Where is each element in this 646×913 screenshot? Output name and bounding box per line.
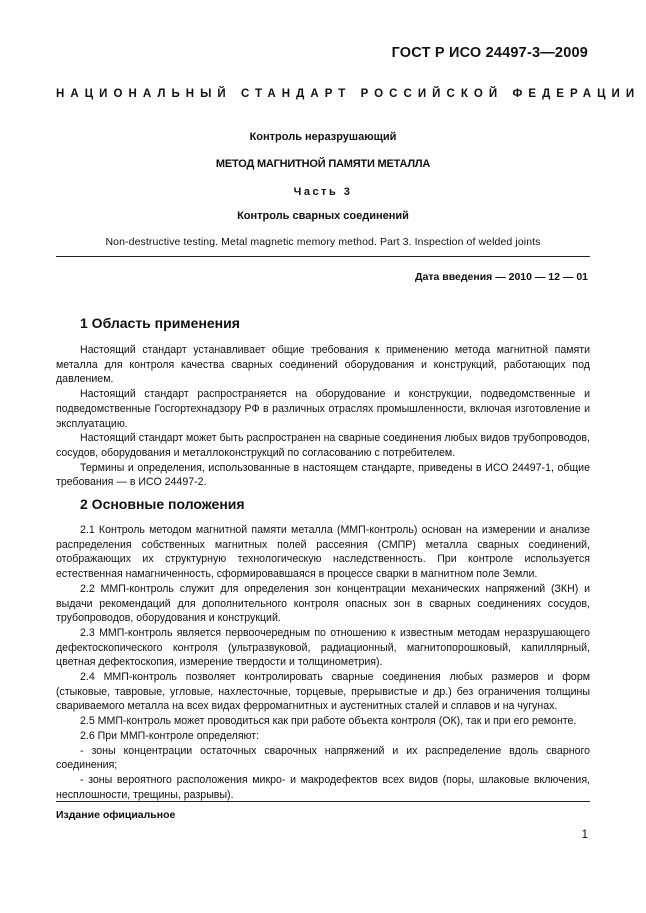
document-id: ГОСТ Р ИСО 24497-3—2009	[391, 45, 588, 61]
paragraph: Настоящий стандарт устанавливает общие требования к применению метода магнитной памяти металла для контроля качества сварных соединений оборудования и конструкций, работающих под давлением.	[56, 344, 590, 386]
title-part: Часть 3	[293, 186, 353, 198]
section-2-heading: 2 Основные положения	[80, 496, 245, 512]
section-2-body	[56, 523, 590, 802]
title-subtitle: Контроль сварных соединений	[237, 210, 409, 222]
paragraph: 2.5 ММП-контроль может проводиться как при работе объекта контроля (ОК), так и при его ремонте.	[80, 715, 577, 728]
title-main: МЕТОД МАГНИТНОЙ ПАМЯТИ МЕТАЛЛА	[215, 158, 431, 170]
title-english: Non-destructive testing. Metal magnetic memory method. Part 3. Inspection of welded joints	[105, 236, 541, 248]
paragraph: 2.3 ММП-контроль является первоочередным по отношению к известным методам неразрушающего дефектоскопического контроля (ультразвуковой, радиационный, магнитопорошковый, капиллярный, цветная дефектоскопия, измерение твердости и толщинометрия).	[56, 626, 590, 669]
paragraph: - зоны концентрации остаточных сварочных напряжений и их распределение вдоль сварного соединения;	[56, 744, 590, 772]
paragraph: Термины и определения, использованные в настоящем стандарте, приведены в ИСО 24497-1, общие требования — в ИСО 24497-2.	[56, 461, 590, 489]
page-number: 1	[581, 829, 588, 841]
paragraph: 2.4 ММП-контроль позволяет контролировать сварные соединения любых размеров и форм (стыковые, тавровые, угловые, нахлесточные, торцевые, прерывистые и др.) без ограничения толщины свариваемого металла на всех видах ферромагнитных и аустенитных сталей и сплавов и на чугунах.	[56, 671, 590, 713]
paragraph: Настоящий стандарт распространяется на оборудование и конструкции, подведомственные и подведомственные Госгортехнадзору РФ в различных отраслях промышленности, включая изготовление и эксплуатацию.	[56, 388, 590, 430]
intro-date: Дата введения — 2010 — 12 — 01	[415, 271, 588, 283]
section-1-body	[56, 343, 590, 490]
national-standard-banner: НАЦИОНАЛЬНЫЙ СТАНДАРТ РОССИЙСКОЙ ФЕДЕРАЦИИ	[56, 88, 641, 100]
section-1-heading: 1 Область применения	[80, 315, 240, 331]
paragraph: 2.2 ММП-контроль служит для определения зон концентрации механических напряжений (ЗКН) и выдачи рекомендаций для дополнительного контроля опасных зон в сварных соединениях сосудов, трубопроводов, оборудования и конструкций.	[56, 582, 590, 625]
paragraph: 2.6 При ММП-контроле определяют:	[80, 729, 260, 742]
paragraph: 2.1 Контроль методом магнитной памяти металла (ММП-контроль) основан на измерении и анализе распределения собственных магнитных полей рассеяния (СМПР) металла сварных соединений, отображающих их структурную технологическую наследственность. При контроле используется естественная намагниченность, сформировавшаяся в процессе сварки в магнитном поле Земли.	[56, 524, 590, 581]
paragraph: Настоящий стандарт может быть распространен на сварные соединения любых видов трубопроводов, сосудов, оборудования и металлоконструкций по согласованию с потребителем.	[56, 432, 590, 459]
title-line-1: Контроль неразрушающий	[249, 131, 397, 143]
title-divider	[56, 256, 590, 257]
edition-label: Издание официальное	[56, 809, 176, 821]
footer-divider	[56, 801, 590, 802]
paragraph: - зоны вероятного расположения микро- и макродефектов всех видов (поры, шлаковые включения, несплошности, трещины, разрывы).	[56, 773, 590, 801]
